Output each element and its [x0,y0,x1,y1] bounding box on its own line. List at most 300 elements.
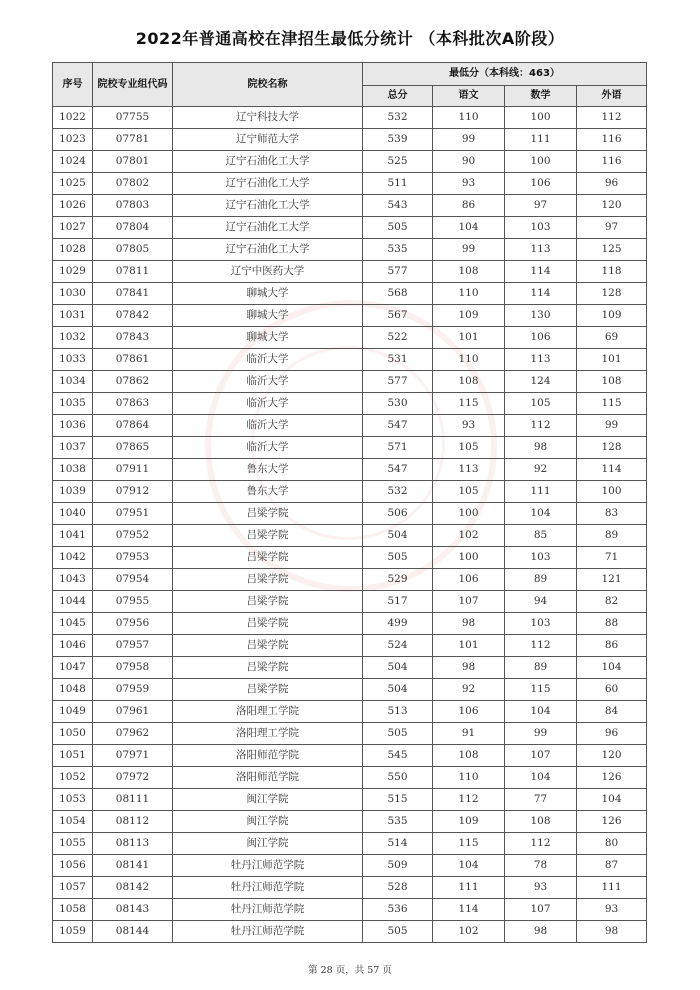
header-chinese: 语文 [433,86,505,107]
cell-math: 111 [505,481,577,503]
cell-math: 113 [505,239,577,261]
table-row [53,745,647,767]
cell-code: 07811 [93,261,173,283]
cell-chinese: 110 [433,767,505,789]
header-code: 院校专业组代码 [93,63,173,107]
cell-seq: 1029 [53,261,93,283]
table-row [53,899,647,921]
cell-total: 539 [363,129,433,151]
cell-chinese: 92 [433,679,505,701]
cell-foreign: 96 [577,173,647,195]
table-body [53,107,647,943]
cell-math: 104 [505,767,577,789]
cell-foreign: 98 [577,921,647,943]
table-row [53,393,647,415]
cell-chinese: 91 [433,723,505,745]
cell-math: 112 [505,635,577,657]
cell-chinese: 86 [433,195,505,217]
cell-math: 78 [505,855,577,877]
cell-chinese: 108 [433,261,505,283]
cell-school-name: 吕梁学院 [173,547,363,569]
cell-total: 545 [363,745,433,767]
cell-foreign: 115 [577,393,647,415]
table-row [53,283,647,305]
cell-code: 07958 [93,657,173,679]
cell-school-name: 吕梁学院 [173,635,363,657]
table-row [53,129,647,151]
table-row [53,239,647,261]
cell-total: 517 [363,591,433,613]
cell-foreign: 116 [577,151,647,173]
cell-math: 107 [505,899,577,921]
cell-total: 504 [363,525,433,547]
cell-school-name: 牡丹江师范学院 [173,921,363,943]
cell-math: 103 [505,547,577,569]
cell-total: 532 [363,107,433,129]
table-row [53,547,647,569]
cell-school-name: 辽宁石油化工大学 [173,195,363,217]
cell-seq: 1030 [53,283,93,305]
cell-math: 106 [505,173,577,195]
cell-foreign: 111 [577,877,647,899]
cell-seq: 1058 [53,899,93,921]
cell-total: 505 [363,217,433,239]
cell-code: 07865 [93,437,173,459]
cell-chinese: 105 [433,437,505,459]
cell-chinese: 93 [433,173,505,195]
cell-foreign: 126 [577,811,647,833]
cell-chinese: 111 [433,877,505,899]
cell-foreign: 126 [577,767,647,789]
cell-code: 08112 [93,811,173,833]
cell-total: 547 [363,459,433,481]
cell-school-name: 临沂大学 [173,415,363,437]
cell-foreign: 93 [577,899,647,921]
cell-school-name: 聊城大学 [173,305,363,327]
table-row [53,679,647,701]
cell-total: 522 [363,327,433,349]
table-row [53,217,647,239]
cell-code: 08143 [93,899,173,921]
cell-school-name: 辽宁石油化工大学 [173,173,363,195]
cell-seq: 1049 [53,701,93,723]
cell-chinese: 110 [433,283,505,305]
cell-math: 92 [505,459,577,481]
cell-school-name: 辽宁石油化工大学 [173,217,363,239]
cell-chinese: 115 [433,393,505,415]
cell-school-name: 洛阳理工学院 [173,723,363,745]
cell-school-name: 吕梁学院 [173,503,363,525]
cell-total: 577 [363,261,433,283]
cell-school-name: 辽宁石油化工大学 [173,151,363,173]
page-title: 2022年普通高校在津招生最低分统计 （本科批次A阶段） [135,29,565,48]
cell-code: 07802 [93,173,173,195]
cell-total: 536 [363,899,433,921]
cell-foreign: 83 [577,503,647,525]
cell-seq: 1047 [53,657,93,679]
cell-total: 504 [363,657,433,679]
cell-school-name: 吕梁学院 [173,679,363,701]
cell-school-name: 吕梁学院 [173,591,363,613]
cell-code: 07952 [93,525,173,547]
table-row [53,569,647,591]
cell-code: 07912 [93,481,173,503]
cell-math: 112 [505,415,577,437]
cell-code: 07841 [93,283,173,305]
cell-chinese: 99 [433,129,505,151]
table-row [53,789,647,811]
cell-foreign: 71 [577,547,647,569]
table-row [53,525,647,547]
cell-chinese: 104 [433,217,505,239]
cell-total: 505 [363,921,433,943]
cell-foreign: 69 [577,327,647,349]
cell-math: 99 [505,723,577,745]
cell-math: 93 [505,877,577,899]
cell-total: 514 [363,833,433,855]
cell-code: 07843 [93,327,173,349]
header-foreign: 外语 [577,86,647,107]
cell-school-name: 辽宁石油化工大学 [173,239,363,261]
cell-school-name: 临沂大学 [173,393,363,415]
cell-chinese: 108 [433,745,505,767]
cell-school-name: 闽江学院 [173,789,363,811]
cell-seq: 1028 [53,239,93,261]
cell-chinese: 98 [433,613,505,635]
cell-foreign: 100 [577,481,647,503]
cell-math: 100 [505,151,577,173]
table-header [53,63,647,107]
cell-seq: 1050 [53,723,93,745]
cell-code: 07863 [93,393,173,415]
cell-seq: 1043 [53,569,93,591]
cell-seq: 1035 [53,393,93,415]
cell-foreign: 86 [577,635,647,657]
cell-code: 07956 [93,613,173,635]
cell-school-name: 牡丹江师范学院 [173,877,363,899]
cell-code: 07864 [93,415,173,437]
cell-math: 89 [505,657,577,679]
cell-foreign: 97 [577,217,647,239]
cell-seq: 1041 [53,525,93,547]
table-row [53,173,647,195]
cell-seq: 1056 [53,855,93,877]
cell-chinese: 106 [433,701,505,723]
cell-chinese: 105 [433,481,505,503]
cell-code: 07842 [93,305,173,327]
cell-total: 525 [363,151,433,173]
cell-math: 77 [505,789,577,811]
cell-seq: 1052 [53,767,93,789]
cell-school-name: 洛阳师范学院 [173,767,363,789]
cell-code: 07955 [93,591,173,613]
cell-seq: 1037 [53,437,93,459]
cell-math: 94 [505,591,577,613]
page-footer: 第 28 页，共 57 页 [308,965,392,976]
cell-chinese: 109 [433,811,505,833]
cell-math: 97 [505,195,577,217]
table-row [53,701,647,723]
cell-foreign: 89 [577,525,647,547]
cell-math: 103 [505,217,577,239]
cell-chinese: 114 [433,899,505,921]
table-row [53,723,647,745]
cell-math: 107 [505,745,577,767]
cell-foreign: 121 [577,569,647,591]
cell-math: 105 [505,393,577,415]
table-row [53,107,647,129]
cell-seq: 1040 [53,503,93,525]
cell-school-name: 辽宁科技大学 [173,107,363,129]
cell-code: 07962 [93,723,173,745]
cell-chinese: 110 [433,107,505,129]
cell-chinese: 102 [433,525,505,547]
table-row [53,371,647,393]
table-row [53,151,647,173]
header-total: 总分 [363,86,433,107]
cell-school-name: 鲁东大学 [173,481,363,503]
cell-foreign: 120 [577,745,647,767]
cell-code: 08141 [93,855,173,877]
cell-total: 547 [363,415,433,437]
cell-total: 535 [363,239,433,261]
cell-seq: 1042 [53,547,93,569]
cell-foreign: 87 [577,855,647,877]
table-row [53,459,647,481]
cell-math: 98 [505,921,577,943]
header-seq: 序号 [53,63,93,107]
cell-math: 113 [505,349,577,371]
cell-school-name: 闽江学院 [173,811,363,833]
cell-math: 115 [505,679,577,701]
cell-foreign: 128 [577,283,647,305]
cell-math: 111 [505,129,577,151]
cell-seq: 1057 [53,877,93,899]
cell-school-name: 闽江学院 [173,833,363,855]
cell-chinese: 115 [433,833,505,855]
cell-code: 07862 [93,371,173,393]
cell-seq: 1022 [53,107,93,129]
cell-foreign: 116 [577,129,647,151]
cell-school-name: 辽宁师范大学 [173,129,363,151]
cell-code: 07781 [93,129,173,151]
cell-math: 114 [505,283,577,305]
cell-chinese: 104 [433,855,505,877]
cell-foreign: 118 [577,261,647,283]
cell-seq: 1031 [53,305,93,327]
cell-seq: 1036 [53,415,93,437]
cell-total: 577 [363,371,433,393]
cell-chinese: 106 [433,569,505,591]
table-row [53,855,647,877]
cell-chinese: 100 [433,547,505,569]
cell-seq: 1048 [53,679,93,701]
cell-school-name: 吕梁学院 [173,657,363,679]
cell-chinese: 109 [433,305,505,327]
cell-chinese: 107 [433,591,505,613]
cell-math: 108 [505,811,577,833]
cell-school-name: 聊城大学 [173,327,363,349]
cell-math: 103 [505,613,577,635]
table-row [53,767,647,789]
cell-math: 114 [505,261,577,283]
cell-chinese: 90 [433,151,505,173]
cell-seq: 1045 [53,613,93,635]
cell-code: 07805 [93,239,173,261]
cell-school-name: 鲁东大学 [173,459,363,481]
cell-code: 07951 [93,503,173,525]
cell-code: 07801 [93,151,173,173]
cell-total: 499 [363,613,433,635]
cell-code: 07755 [93,107,173,129]
cell-foreign: 82 [577,591,647,613]
cell-seq: 1026 [53,195,93,217]
cell-chinese: 100 [433,503,505,525]
cell-school-name: 牡丹江师范学院 [173,899,363,921]
table-row [53,613,647,635]
cell-total: 567 [363,305,433,327]
cell-math: 89 [505,569,577,591]
cell-total: 513 [363,701,433,723]
cell-math: 98 [505,437,577,459]
cell-code: 07972 [93,767,173,789]
cell-seq: 1033 [53,349,93,371]
cell-school-name: 聊城大学 [173,283,363,305]
table-row [53,327,647,349]
cell-code: 08144 [93,921,173,943]
cell-math: 104 [505,503,577,525]
cell-code: 08142 [93,877,173,899]
cell-chinese: 98 [433,657,505,679]
cell-code: 07861 [93,349,173,371]
cell-school-name: 牡丹江师范学院 [173,855,363,877]
cell-seq: 1025 [53,173,93,195]
cell-total: 524 [363,635,433,657]
cell-total: 568 [363,283,433,305]
cell-foreign: 120 [577,195,647,217]
cell-foreign: 60 [577,679,647,701]
cell-school-name: 洛阳师范学院 [173,745,363,767]
cell-chinese: 101 [433,635,505,657]
cell-code: 07961 [93,701,173,723]
cell-total: 571 [363,437,433,459]
table-row [53,261,647,283]
cell-chinese: 108 [433,371,505,393]
cell-school-name: 吕梁学院 [173,569,363,591]
cell-chinese: 93 [433,415,505,437]
cell-chinese: 102 [433,921,505,943]
cell-chinese: 101 [433,327,505,349]
cell-total: 532 [363,481,433,503]
cell-foreign: 84 [577,701,647,723]
cell-code: 07971 [93,745,173,767]
cell-school-name: 临沂大学 [173,349,363,371]
cell-seq: 1044 [53,591,93,613]
header-name: 院校名称 [173,63,363,107]
cell-seq: 1034 [53,371,93,393]
cell-school-name: 吕梁学院 [173,613,363,635]
cell-foreign: 108 [577,371,647,393]
cell-code: 07959 [93,679,173,701]
cell-math: 85 [505,525,577,547]
table-row [53,195,647,217]
cell-seq: 1038 [53,459,93,481]
cell-code: 07957 [93,635,173,657]
cell-total: 506 [363,503,433,525]
cell-foreign: 96 [577,723,647,745]
table-row [53,503,647,525]
cell-total: 505 [363,723,433,745]
cell-total: 535 [363,811,433,833]
cell-code: 08113 [93,833,173,855]
cell-total: 543 [363,195,433,217]
cell-math: 112 [505,833,577,855]
table-row [53,481,647,503]
cell-chinese: 113 [433,459,505,481]
cell-total: 504 [363,679,433,701]
cell-foreign: 114 [577,459,647,481]
cell-total: 530 [363,393,433,415]
cell-total: 505 [363,547,433,569]
cell-math: 100 [505,107,577,129]
table-row [53,877,647,899]
cell-foreign: 104 [577,789,647,811]
table-row [53,635,647,657]
cell-foreign: 128 [577,437,647,459]
cell-total: 515 [363,789,433,811]
cell-seq: 1032 [53,327,93,349]
cell-foreign: 125 [577,239,647,261]
cell-code: 08111 [93,789,173,811]
cell-total: 529 [363,569,433,591]
cell-math: 104 [505,701,577,723]
cell-code: 07911 [93,459,173,481]
cell-foreign: 104 [577,657,647,679]
cell-math: 124 [505,371,577,393]
cell-seq: 1023 [53,129,93,151]
cell-code: 07804 [93,217,173,239]
cell-total: 550 [363,767,433,789]
cell-school-name: 临沂大学 [173,437,363,459]
cell-foreign: 99 [577,415,647,437]
table-row [53,657,647,679]
table-row [53,921,647,943]
cell-seq: 1059 [53,921,93,943]
table-row [53,833,647,855]
cell-math: 130 [505,305,577,327]
cell-foreign: 101 [577,349,647,371]
cell-code: 07953 [93,547,173,569]
cell-total: 528 [363,877,433,899]
cell-seq: 1046 [53,635,93,657]
cell-seq: 1027 [53,217,93,239]
cell-total: 531 [363,349,433,371]
cell-school-name: 辽宁中医药大学 [173,261,363,283]
cell-total: 511 [363,173,433,195]
cell-school-name: 吕梁学院 [173,525,363,547]
cell-foreign: 109 [577,305,647,327]
cell-math: 106 [505,327,577,349]
table-row [53,415,647,437]
cell-code: 07803 [93,195,173,217]
header-math: 数学 [505,86,577,107]
cell-seq: 1055 [53,833,93,855]
cell-foreign: 88 [577,613,647,635]
cell-foreign: 112 [577,107,647,129]
cell-seq: 1054 [53,811,93,833]
table-row [53,305,647,327]
cell-foreign: 80 [577,833,647,855]
